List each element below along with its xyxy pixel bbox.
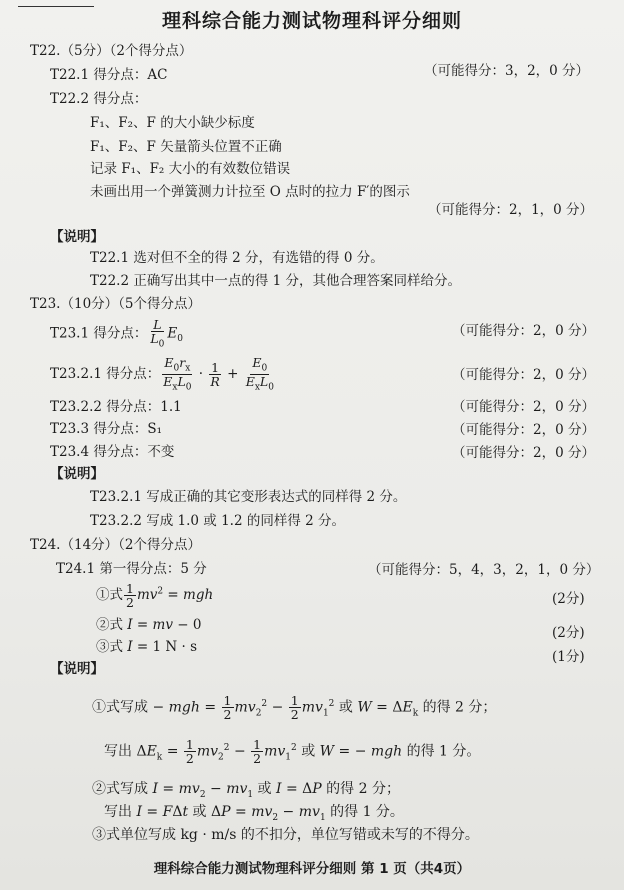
t23-point-3: T23.3 得分点：S₁ [50, 421, 163, 437]
t23-point-4-score: （可能得分：2，0 分） [452, 445, 595, 461]
t24-note-label: 【说明】 [50, 661, 104, 677]
formula-l-over-l0: $\frac{L}{L_0}$ [150, 317, 165, 350]
t24-note-2: 写出 $\Delta E_k$ = $\frac{1}{2}$ $mv_2^2$ − $\frac{1}{2}$ $mv_1^2$ 或 W = − mgh 的得 1 分。 [104, 737, 481, 767]
t23-point-2-1-score: （可能得分：2，0 分） [452, 367, 595, 383]
t22-item-3: 记录 F₁、F₂ 大小的有效数位错误 [90, 161, 291, 177]
t24-equation-1: ①式 $\frac{1}{2}$ $mv^2$ = mgh [96, 581, 214, 611]
page-title: 理科综合能力测试物理科评分细则 [161, 10, 462, 32]
t23-heading: T23.（10分）（5个得分点） [30, 296, 201, 312]
t22-note-1: T22.1 选对但不全的得 2 分，有选错的得 0 分。 [90, 250, 384, 266]
t22-item-1: F₁、F₂、F 的大小缺少标度 [90, 115, 255, 131]
t24-equation-2: ②式 I = mv − 0 [96, 617, 202, 633]
t24-note-3-tail: 的得 2 分； [326, 781, 400, 797]
t23-point-2-1: T23.2.1 得分点： $\frac{E_0r_x}{E_xL_0}$ · $\frac{1}{R}$ + $\frac{E_0}{E_xL_0}$ [50, 355, 274, 393]
formula-term-3: $\frac{E_0}{E_xL_0}$ [245, 355, 274, 393]
t24-point-1-score: （可能得分：5，4，3，2，1，0 分） [368, 562, 600, 578]
t23-point-2-2: T23.2.2 得分点：1.1 [50, 399, 182, 415]
t24-point-1: T24.1 第一得分点：5 分 [56, 561, 207, 577]
t23-note-1: T23.2.1 写成正确的其它变形表达式的同样得 2 分。 [90, 489, 407, 505]
t24-note-1-tail: 的得 2 分； [422, 699, 497, 716]
t24-heading: T24.（14分）（2个得分点） [30, 537, 201, 553]
t23-point-2-1-label: T23.2.1 得分点： [50, 365, 161, 382]
t22-note-2: T22.2 正确写出其中一点的得 1 分，其他合理答案同样给分。 [90, 273, 462, 289]
t23-point-2-2-score: （可能得分：2，0 分） [452, 399, 595, 415]
t22-note-label: 【说明】 [50, 229, 104, 245]
t24-note-4: 写出 I = FΔt 或 $\Delta P = mv_2 - mv_1$ 的得 1 分。 [104, 804, 404, 823]
t24-note-1: ①式写成 − mgh = $\frac{1}{2}$ $mv_2^2$ − $\frac{1}{2}$ $mv_1^2$ 或 $W = \Delta E_k$ 的得 2 分； [92, 693, 497, 723]
t22-heading: T22.（5分）（2个得分点） [30, 43, 193, 59]
t23-point-1-label: T23.1 得分点： [50, 325, 148, 342]
t24-note-2-tail: 的得 1 分。 [406, 743, 481, 760]
t22-point-2: T22.2 得分点： [50, 91, 148, 107]
t22-item-2: F₁、F₂、F 矢量箭头位置不正确 [90, 139, 282, 155]
t24-note-3: ②式写成 $I = mv_2 - mv_1$ 或 I = ΔP 的得 2 分； [92, 781, 400, 800]
t23-point-4: T23.4 得分点：不变 [50, 444, 175, 460]
t22-item-4: 未画出用一个弹簧测力计拉至 O 点时的拉力 F′的图示 [90, 184, 410, 200]
fraction-half: $\frac{1}{2}$ [126, 581, 134, 611]
t22-point-1: T22.1 得分点：AC [50, 67, 168, 83]
t24-equation-2-score: (2分) [552, 625, 585, 641]
formula-term-2: $\frac{1}{R}$ [210, 359, 220, 389]
t24-note-5: ③式单位写成 kg · m/s 的不扣分，单位写错或未写的不得分。 [92, 827, 479, 843]
formula-term-1: $\frac{E_0r_x}{E_xL_0}$ [163, 355, 192, 393]
t23-point-1: T23.1 得分点： $\frac{L}{L_0}$ $E_0$ [50, 317, 183, 350]
t24-equation-1-score: (2分) [552, 591, 585, 607]
t23-note-2: T23.2.2 写成 1.0 或 1.2 的同样得 2 分。 [90, 513, 346, 529]
t24-equation-3-score: (1分) [552, 649, 585, 665]
t22-point-2-score: （可能得分：2，1，0 分） [428, 202, 594, 218]
t23-point-3-score: （可能得分：2，0 分） [452, 422, 595, 438]
page-footer: 理科综合能力测试物理科评分细则 第 1 页（共4页） [153, 861, 471, 877]
t22-point-1-score: （可能得分：3，2，0 分） [424, 63, 590, 79]
t24-note-4-tail: 的得 1 分。 [330, 804, 404, 820]
t23-note-label: 【说明】 [50, 466, 104, 482]
t23-point-1-score: （可能得分：2，0 分） [452, 323, 595, 339]
t24-equation-3: ③式 I = 1 N · s [96, 639, 198, 655]
